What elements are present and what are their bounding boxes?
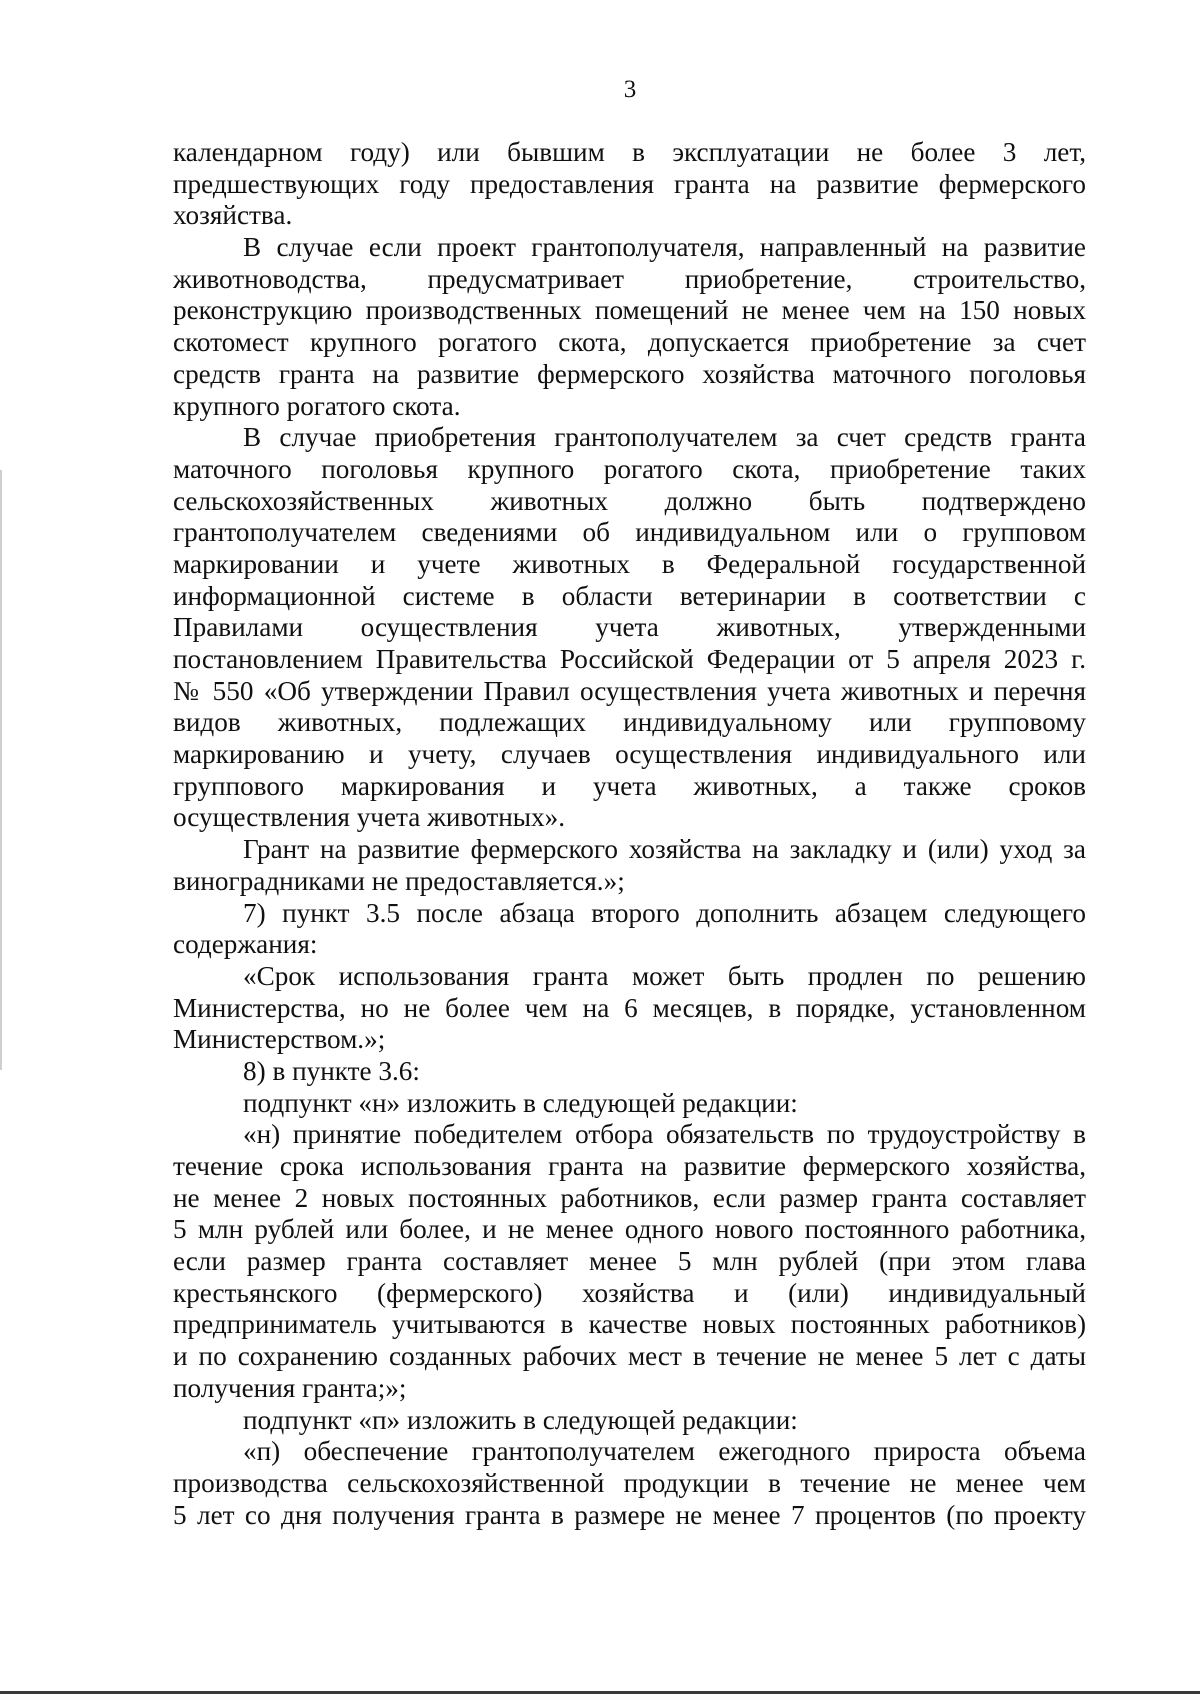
- text-line: маркированию и учету, случаев осуществления индивидуального или: [173, 739, 1086, 770]
- text-line: группового маркирования и учета животных, а также сроков: [173, 770, 1086, 801]
- text-line: и по сохранению созданных рабочих мест в течение не менее 5 лет с даты: [173, 1341, 1086, 1372]
- scan-edge-bottom: [0, 1691, 1200, 1694]
- text-line: 8) в пункте 3.6:: [243, 1055, 420, 1086]
- text-line: маркировании и учете животных в Федеральной государственной: [173, 548, 1086, 579]
- document-body: [173, 137, 1086, 1531]
- text-line: средств гранта на развитие фермерского хозяйства маточного поголовья: [173, 358, 1086, 389]
- text-line: маточного поголовья крупного рогатого скота, приобретение таких: [173, 453, 1086, 484]
- text-line: скотомест крупного рогатого скота, допускается приобретение за счет: [173, 327, 1086, 358]
- text-line: № 550 «Об утверждении Правил осуществления учета животных и перечня: [173, 675, 1086, 706]
- text-line: реконструкцию производственных помещений не менее чем на 150 новых: [173, 295, 1086, 326]
- text-line: «н) принятие победителем отбора обязательств по трудоустройству в: [243, 1119, 1086, 1150]
- text-line: предшествующих году предоставления гранта на развитие фермерского: [173, 168, 1086, 199]
- text-line: В случае если проект грантополучателя, направленный на развитие: [243, 232, 1086, 263]
- page-number: 3: [623, 76, 637, 103]
- text-line: животноводства, предусматривает приобретение, строительство,: [173, 263, 1086, 294]
- text-line: крестьянского (фермерского) хозяйства и (или) индивидуальный: [173, 1277, 1086, 1308]
- text-line: календарном году) или бывшим в эксплуатации не более 3 лет,: [173, 137, 1086, 167]
- text-line: виноградниками не предоставляется.»;: [173, 865, 625, 896]
- text-line: течение срока использования гранта на развитие фермерского хозяйства,: [173, 1151, 1086, 1181]
- text-line: 5 млн рублей или более, и не менее одного нового постоянного работника,: [173, 1214, 1086, 1245]
- text-line: 7) пункт 3.5 после абзаца второго дополнить абзацем следующего: [243, 897, 1086, 928]
- text-line: «Срок использования гранта может быть продлен по решению: [243, 960, 1086, 991]
- text-line: «п) обеспечение грантополучателем ежегодного прироста объема: [243, 1436, 1086, 1467]
- text-line: подпункт «п» изложить в следующей редакции:: [243, 1404, 798, 1435]
- text-line: 5 лет со дня получения гранта в размере не менее 7 процентов (по проекту: [173, 1499, 1086, 1530]
- text-line: В случае приобретения грантополучателем за счет средств гранта: [243, 422, 1086, 453]
- text-line: подпункт «н» изложить в следующей редакции:: [243, 1087, 798, 1118]
- text-line: предприниматель учитываются в качестве новых постоянных работников): [173, 1309, 1086, 1340]
- text-line: содержания:: [173, 929, 318, 960]
- text-line: грантополучателем сведениями об индивидуальном или о групповом: [173, 517, 1086, 548]
- text-line: Министерством.»;: [173, 1024, 386, 1055]
- text-line: сельскохозяйственных животных должно быть подтверждено: [173, 485, 1086, 516]
- text-line: информационной системе в области ветеринарии в соответствии с: [173, 580, 1086, 611]
- scan-edge-left: [0, 470, 2, 1070]
- text-line: Правилами осуществления учета животных, утвержденными: [173, 612, 1086, 643]
- text-line: Грант на развитие фермерского хозяйства на закладку и (или) уход за: [243, 834, 1086, 865]
- text-line: хозяйства.: [173, 200, 293, 231]
- text-line: если размер гранта составляет менее 5 млн рублей (при этом глава: [173, 1246, 1086, 1277]
- text-line: получения гранта;»;: [173, 1372, 407, 1403]
- text-line: Министерства, но не более чем на 6 месяцев, в порядке, установленном: [173, 992, 1086, 1023]
- text-line: не менее 2 новых постоянных работников, если размер гранта составляет: [173, 1182, 1086, 1213]
- text-line: осуществления учета животных».: [173, 802, 566, 833]
- text-line: крупного рогатого скота.: [173, 390, 461, 421]
- text-line: видов животных, подлежащих индивидуальному или групповому: [173, 707, 1086, 738]
- text-line: постановлением Правительства Российской Федерации от 5 апреля 2023 г.: [173, 644, 1086, 674]
- text-line: производства сельскохозяйственной продукции в течение не менее чем: [173, 1467, 1086, 1498]
